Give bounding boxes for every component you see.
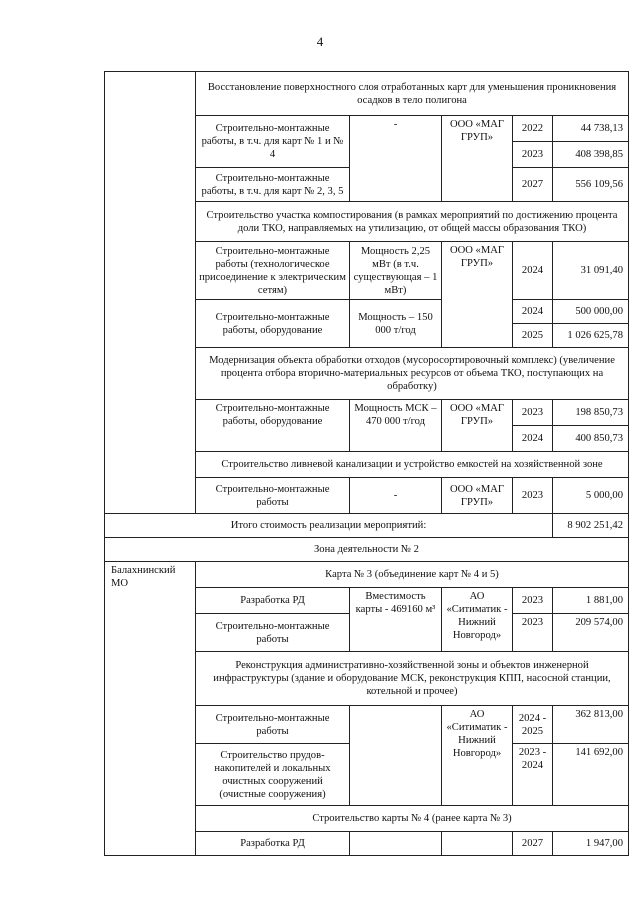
executor-cell: ООО «МАГ ГРУП» [442, 242, 513, 348]
executor-cell: ООО «МАГ ГРУП» [442, 116, 513, 202]
cost-cell: 1 881,00 [553, 588, 629, 614]
cost-cell: 198 850,73 [553, 400, 629, 426]
capacity-cell-empty [350, 706, 442, 806]
cost-cell: 31 091,40 [553, 242, 629, 300]
year-cell: 2022 [513, 116, 553, 142]
capacity-cell: - [350, 116, 442, 202]
executor-cell-empty [442, 832, 513, 856]
cost-cell: 500 000,00 [553, 300, 629, 324]
year-cell: 2023 [513, 142, 553, 168]
zone-title: Зона деятельности № 2 [105, 538, 629, 562]
year-cell: 2024 [513, 242, 553, 300]
capacity-cell-empty [350, 832, 442, 856]
cost-cell: 362 813,00 [553, 706, 629, 744]
executor-cell: АО «Ситиматик - Нижний Новгород» [442, 706, 513, 806]
cost-cell: 1 026 625,78 [553, 324, 629, 348]
cost-cell: 209 574,00 [553, 614, 629, 652]
year-cell: 2024 [513, 426, 553, 452]
year-cell: 2023 [513, 614, 553, 652]
work-cell: Строительно-монтажные работы (технологическое присоединение к электрическим сетям) [196, 242, 350, 300]
section-title-storm: Строительство ливневой канализации и устройство емкостей на хозяйственной зоне [196, 452, 629, 478]
measures-table [104, 71, 629, 856]
section-title-map4: Строительство карты № 4 (ранее карта № 3) [196, 806, 629, 832]
work-cell: Строительно-монтажные работы, в т.ч. для карт № 2, 3, 5 [196, 168, 350, 202]
work-cell: Строительно-монтажные работы, оборудование [196, 400, 350, 452]
page-number: 4 [316, 34, 324, 49]
work-cell: Строительно-монтажные работы [196, 478, 350, 514]
year-cell: 2024 - 2025 [513, 706, 553, 744]
work-cell: Строительно-монтажные работы [196, 614, 350, 652]
year-cell: 2027 [513, 168, 553, 202]
work-cell: Строительство прудов-накопителей и локальных очистных сооружений (очистные сооружения) [196, 744, 350, 806]
executor-cell: АО «Ситиматик - Нижний Новгород» [442, 588, 513, 652]
cost-cell: 141 692,00 [553, 744, 629, 806]
executor-cell: ООО «МАГ ГРУП» [442, 478, 513, 514]
work-cell: Строительно-монтажные работы [196, 706, 350, 744]
municipality-cell-empty [105, 72, 196, 514]
section-title-modernization: Модернизация объекта обработки отходов (мусоросортировочный комплекс) (увеличение процента отбора вторично-материальных ресурсов от объема ТКО, поступающих на обработку) [196, 348, 629, 400]
cost-cell: 556 109,56 [553, 168, 629, 202]
capacity-cell: Вместимость карты - 469160 м³ [350, 588, 442, 652]
year-cell: 2027 [513, 832, 553, 856]
year-cell: 2023 - 2024 [513, 744, 553, 806]
cost-cell: 400 850,73 [553, 426, 629, 452]
capacity-cell: Мощность 2,25 мВт (в т.ч. существующая – 1 мВт) [350, 242, 442, 300]
total-label: Итого стоимость реализации мероприятий: [105, 514, 553, 538]
work-cell: Строительно-монтажные работы, оборудование [196, 300, 350, 348]
section-title-reconstruction: Реконструкция административно-хозяйственной зоны и объектов инженерной инфраструктуры (здание и оборудование МСК, реконструкция КПП, насосной станции, котельной и прочее) [196, 652, 629, 706]
capacity-cell: - [350, 478, 442, 514]
year-cell: 2023 [513, 478, 553, 514]
year-cell: 2024 [513, 300, 553, 324]
capacity-cell: Мощность – 150 000 т/год [350, 300, 442, 348]
municipality-cell: Балахнинский МО [105, 562, 196, 856]
total-value: 8 902 251,42 [553, 514, 629, 538]
year-cell: 2023 [513, 588, 553, 614]
year-cell: 2023 [513, 400, 553, 426]
executor-cell: ООО «МАГ ГРУП» [442, 400, 513, 452]
capacity-cell: Мощность МСК – 470 000 т/год [350, 400, 442, 452]
work-cell: Разработка РД [196, 588, 350, 614]
year-cell: 2025 [513, 324, 553, 348]
section-title-compost: Строительство участка компостирования (в рамках мероприятий по достижению процента доли ТКО, направляемых на утилизацию, от общей массы образования ТКО) [196, 202, 629, 242]
cost-cell: 1 947,00 [553, 832, 629, 856]
cost-cell: 44 738,13 [553, 116, 629, 142]
section-title-reclamation: Восстановление поверхностного слоя отработанных карт для уменьшения проникновения осадков в тело полигона [196, 72, 629, 116]
work-cell: Разработка РД [196, 832, 350, 856]
cost-cell: 408 398,85 [553, 142, 629, 168]
work-cell: Строительно-монтажные работы, в т.ч. для карт № 1 и № 4 [196, 116, 350, 168]
cost-cell: 5 000,00 [553, 478, 629, 514]
section-title-map3: Карта № 3 (объединение карт № 4 и 5) [196, 562, 629, 588]
